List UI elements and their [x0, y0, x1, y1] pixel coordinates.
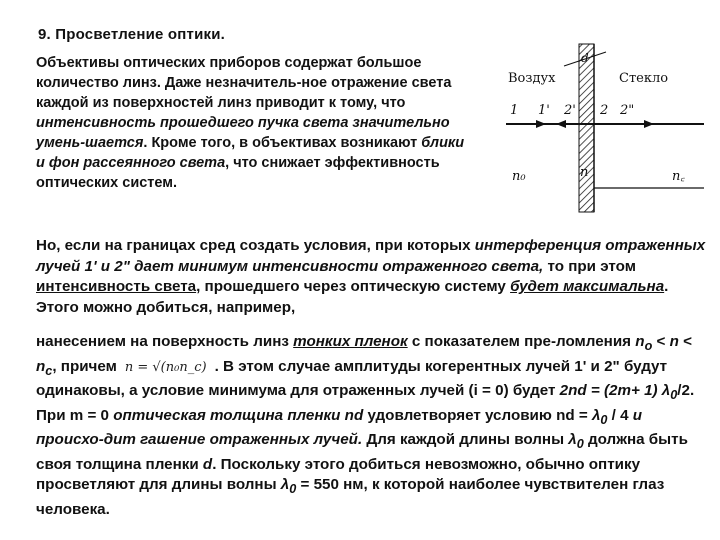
p2-text-3: , прошедшего через оптическую систему — [196, 278, 511, 295]
nc-label: n꜀ — [672, 169, 685, 184]
thin-film-diagram — [494, 40, 716, 220]
p3-emphasis-cancellation: и происхо-дит гашение отраженных лучей. — [36, 406, 643, 449]
film-thickness-label: d — [581, 51, 589, 65]
p3-text-7: / 4 — [607, 406, 633, 424]
intro-text-2: . Кроме того, в объективах возникают — [143, 135, 422, 151]
p2-text-2: то при этом — [543, 257, 636, 275]
p3-lambda-1: $\lambda_0$ — [591, 406, 608, 427]
p3-lt-2: < — [678, 333, 692, 350]
intro-emphasis-2: блики и фон рассеянного света — [36, 135, 465, 171]
p3-condition: 2nd = (2m+ 1) $\lambda_0$ — [559, 382, 678, 403]
refractive-index-formula: n = √(n₀n_c) — [124, 359, 207, 375]
slide-title: 9. Просветление оптики. — [38, 26, 225, 43]
p3-lambda-2: $\lambda_0$ — [568, 431, 584, 452]
intro-text-1: Объективы оптических приборов содержат большое количество линз. Даже незначитель-ное отражение света каждой из поверхностей линз приводит к тому, что — [36, 55, 452, 111]
ray-arrow-transmitted — [644, 120, 654, 128]
p3-text-8: Для каждой длины волны — [362, 431, 569, 449]
ray-label-1: 1 — [510, 103, 519, 118]
p2-emphasis-1: интерференция отраженных лучей 1' и 2" дает минимум интенсивности отраженного света, — [36, 237, 706, 275]
film-index-label: n — [580, 165, 589, 180]
intro-paragraph — [36, 53, 476, 193]
glass-label: Стекло — [619, 71, 669, 86]
p3-text-1: нанесением на поверхность линз — [36, 333, 294, 350]
intro-text-3: , что снижает эффективность оптических систем. — [36, 155, 440, 191]
p2-text-1: Но, если на границах сред создать условия, при которых — [36, 237, 475, 254]
n0-label: n₀ — [512, 169, 526, 184]
ray-label-1prime: 1' — [538, 103, 550, 118]
p3-text-5: /2. При m = 0 — [36, 382, 695, 424]
p3-text-6: удовлетворяет условию nd = — [363, 406, 592, 424]
film-paragraph — [36, 332, 712, 520]
p3-emphasis-optical-thickness: оптическая толщина пленки nd — [113, 406, 364, 424]
p3-text-4: . В этом случае амплитуды когерентных лучей 1' и 2" будут одинаковы, а условие минимума для отраженных лучей (i = 0) будет — [36, 357, 668, 400]
p2-text-4: . Этого можно добиться, например, — [36, 278, 669, 316]
ray-label-2prime: 2' — [564, 103, 576, 118]
ray-arrow-incoming — [536, 120, 546, 128]
p2-underline-2: будет максимальна — [510, 278, 665, 295]
p3-n-o: $n_o$ — [635, 333, 653, 354]
ray-label-2: 2 — [600, 103, 609, 118]
p3-text-2: с показателем пре-ломления — [407, 333, 636, 350]
intro-emphasis-1: интенсивность прошедшего пучка света значительно умень-шается — [36, 115, 450, 151]
p3-text-10: . Поскольку этого добиться невозможно, обычно оптику просветляют для длины волны — [36, 455, 641, 494]
ray-label-2double: 2" — [620, 103, 635, 118]
p2-underline-1: интенсивность света — [36, 278, 197, 295]
p3-text-11: = 550 нм, к которой наиболее чувствителен глаз человека. — [36, 476, 665, 518]
p3-text-3: , причем — [52, 357, 117, 375]
ray-arrow-reflected — [556, 120, 566, 128]
film-layer — [579, 44, 594, 212]
p3-emphasis-thin-films: тонких пленок — [293, 333, 408, 350]
p3-text-9: должна быть своя толщина пленки — [36, 431, 688, 473]
p3-lt-1: < — [652, 333, 670, 350]
p3-n: n — [669, 333, 679, 350]
p3-d: d — [202, 455, 213, 473]
p3-n-c: $n_c$ — [36, 357, 53, 378]
p3-lambda-3: $\lambda_0$ — [280, 476, 297, 497]
interference-paragraph — [36, 236, 712, 318]
air-label: Воздух — [508, 71, 556, 86]
